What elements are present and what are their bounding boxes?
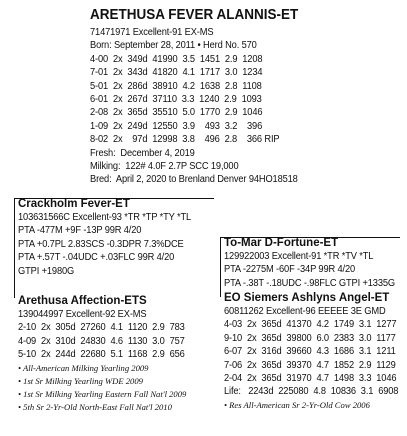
maternal-dam-record-line: 4-03 2x 365d 41370 4.2 1749 3.1 1277 xyxy=(224,319,397,331)
main-record-line: 6-01 2x 267d 37110 3.3 1240 2.9 1093 xyxy=(90,94,262,106)
main-record-line: 5-01 2x 286d 38910 4.2 1638 2.8 1108 xyxy=(90,80,262,92)
sire-block xyxy=(18,197,238,278)
dam-award: • 1st Sr Milking Yearling WDE 2009 xyxy=(18,375,143,386)
dam-record-line: 5-10 2x 244d 22680 5.1 1168 2.9 656 xyxy=(18,349,185,361)
dam-record-line: 2-10 2x 305d 27260 4.1 1120 2.9 783 xyxy=(18,322,185,334)
maternal-dam-record-line: 2-04 2x 365d 31970 4.7 1498 3.3 1046 xyxy=(224,373,397,385)
sire-title: Crackholm Fever-ET xyxy=(18,198,130,210)
maternal-sire-line: PTA -2275M -60F -34P 99R 4/20 xyxy=(224,264,356,276)
main-line: Born: September 28, 2011 • Herd No. 570 xyxy=(90,40,257,52)
main-fresh-line: Fresh: December 4, 2019 xyxy=(90,147,195,159)
maternal-dam-record-line: 7-06 2x 365d 39370 4.7 1852 2.9 1129 xyxy=(224,359,396,371)
maternal-dam-record-line: 9-10 2x 365d 39800 6.0 2383 3.0 1177 xyxy=(224,332,396,344)
sire-line: PTA +0.7PL 2.83SCS -0.3DPR 7.3%DCE xyxy=(18,238,184,250)
maternal-dam-title: EO Siemers Ashlyns Angel-ET xyxy=(224,292,390,304)
maternal-sire-line: 129922003 Excellent-91 *TR *TV *TL xyxy=(224,251,374,262)
main-record-line: 8-02 2x 97d 12998 3.8 496 2.8 366 RIP xyxy=(90,134,280,146)
main-bred-line: Bred: April 2, 2020 to Brenland Denver 94HO18518 xyxy=(90,174,298,186)
sire-line: PTA -477M +9F -13P 99R 4/20 xyxy=(18,225,142,237)
sire-line: 103631566C Excellent-93 *TR *TP *TY *TL xyxy=(18,212,192,223)
dam-title: Arethusa Affection-ETS xyxy=(18,295,147,307)
maternal-dam-lifetime-line: Life: 2243d 225080 4.8 10836 3.1 6908 xyxy=(224,386,399,398)
maternal-sire-title: To-Mar D-Fortune-ET xyxy=(224,237,339,249)
main-line: 71471971 Excellent-91 EX-MS xyxy=(90,27,214,38)
maternal-dam-line: 60811262 Excellent-96 EEEEE 3E GMD xyxy=(224,306,386,317)
sire-line: PTA +.57T -.04UDC +.03FLC 99R 4/20 xyxy=(18,252,175,264)
main-milking-line: Milking: 122# 4.0F 2.7P SCC 19,000 xyxy=(90,161,239,173)
main-pedigree-block xyxy=(90,6,390,187)
main-animal-details xyxy=(90,26,390,187)
dam-line: 139044997 Excellent-92 EX-MS xyxy=(18,309,147,320)
maternal-sire-line: PTA -.38T -.18UDC -.98FLC GTPI +1335G xyxy=(224,277,396,289)
main-record-line: 4-00 2x 349d 41990 3.5 1451 2.9 1208 xyxy=(90,53,263,65)
maternal-dam-award: • Res All-American Sr 2-Yr-Old Cow 2006 xyxy=(224,399,370,410)
dam-block xyxy=(18,294,228,414)
dam-award: • All-American Milking Yearling 2009 xyxy=(18,362,149,373)
main-record-line: 1-09 2x 249d 12550 3.9 493 3.2 396 xyxy=(90,120,263,132)
maternal-dam-block xyxy=(224,291,404,412)
dam-award: • 5th Sr 2-Yr-Old North-East Fall Nat'l 2010 xyxy=(18,402,172,413)
main-animal-title: ARETHUSA FEVER ALANNIS-ET xyxy=(90,6,299,23)
maternal-sire-block xyxy=(224,236,404,290)
dam-record-line: 4-09 2x 310d 24830 4.6 1130 3.0 757 xyxy=(18,335,185,347)
main-record-line: 2-08 2x 365d 35510 5.0 1770 2.9 1046 xyxy=(90,107,263,119)
maternal-dam-record-line: 6-07 2x 316d 39660 4.3 1686 3.1 1211 xyxy=(224,346,396,358)
dam-award: • 1st Sr Milking Yearling Eastern Fall Nat'l 2009 xyxy=(18,389,187,400)
sire-line: GTPI +1980G xyxy=(18,265,75,277)
left-bracket-line xyxy=(14,198,15,298)
main-record-line: 7-01 2x 343d 41820 4.1 1717 3.0 1234 xyxy=(90,67,263,79)
